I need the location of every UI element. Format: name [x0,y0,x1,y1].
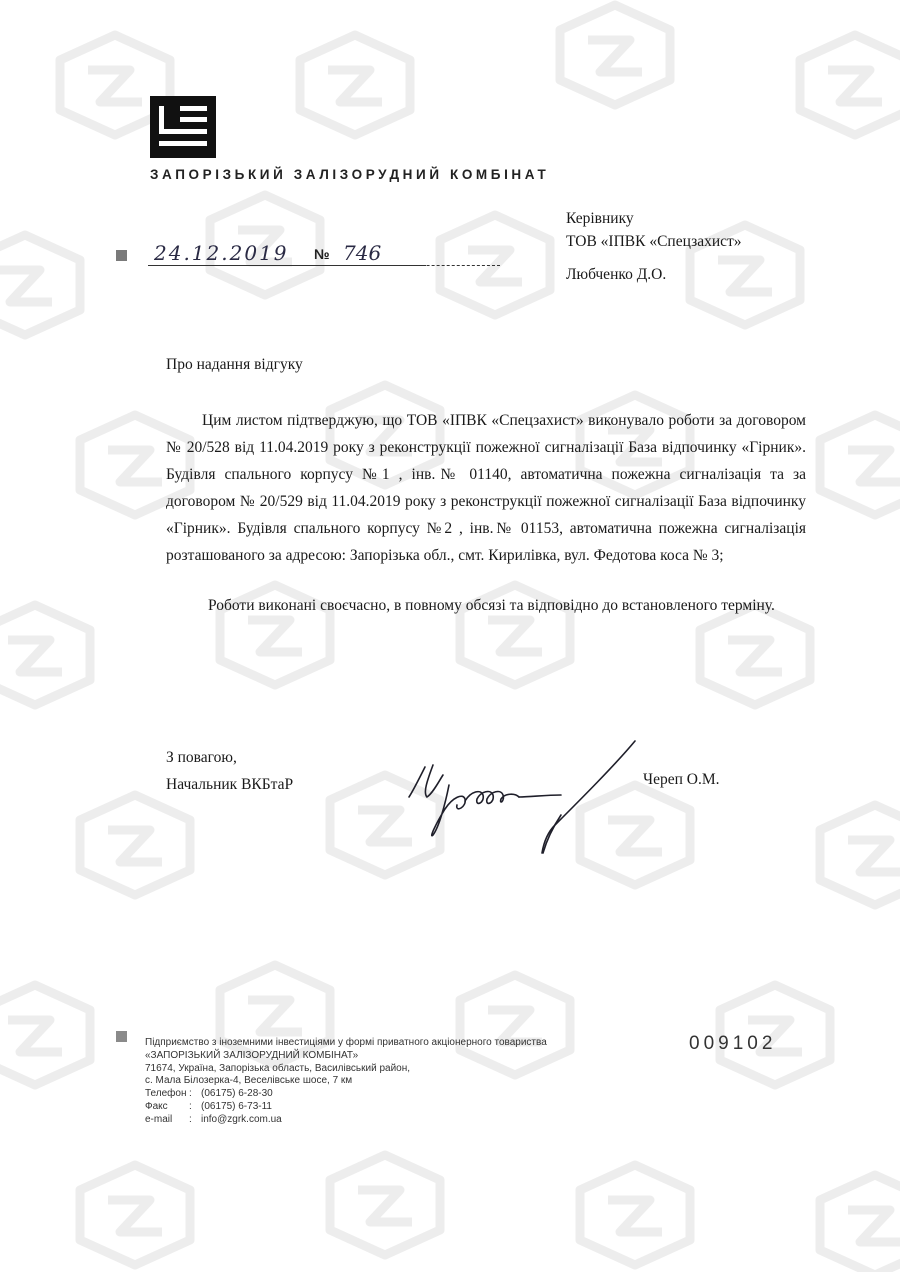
footer-fax: (06175) 6-73-11 [201,1100,272,1112]
registration-date: 24.12.2019 [148,241,426,266]
registration-line [116,241,496,271]
footer-phone: (06175) 6-28-30 [201,1088,273,1100]
footer-email: info@zgrk.com.ua [201,1113,282,1125]
footer-line: 71674, Україна, Запорізька область, Василівський район, [145,1062,411,1074]
company-logo-icon [150,96,216,158]
letter-subject: Про надання відгуку [166,356,303,373]
footer-phone-row: Телефон : (06175) 6-28-30 [145,1088,273,1100]
letter-body [166,407,806,619]
footer-email-row: e-mail : info@zgrk.com.ua [145,1113,282,1125]
addressee-line1: Керівнику [566,210,634,227]
body-paragraph: Роботи виконані своєчасно, в повному обсязі та відповідно до встановленого терміну. [208,597,775,614]
footer-marker [116,1031,127,1042]
footer-email-label: e-mail [145,1113,173,1125]
addressee-name: Любченко Д.О. [566,266,667,283]
footer-line: с. Мала Білозерка-4, Веселівське шосе, 7 км [145,1075,353,1087]
registration-number-label: № [314,246,330,262]
footer-fax-label: Факс [145,1100,168,1112]
signature-icon [405,735,665,860]
closing-regards: З повагою, [166,749,237,766]
company-name: ЗАПОРІЗЬКИЙ ЗАЛІЗОРУДНИЙ КОМБІНАТ [150,167,550,182]
closing-block [166,744,293,798]
registration-number: 746 [331,241,500,266]
footer-fax-row: Факс : (06175) 6-73-11 [145,1100,272,1112]
signer-position: Начальник ВКБтаР [166,776,294,793]
addressee-line2: ТОВ «ІПВК «Спецзахист» [566,233,742,250]
form-number: 009102 [689,1033,777,1054]
signer-name: Череп О.М. [643,771,720,788]
footer-address [145,1037,605,1127]
footer-phone-label: Телефон [145,1088,187,1100]
footer-line: «ЗАПОРІЗЬКИЙ ЗАЛІЗОРУДНИЙ КОМБІНАТ» [145,1049,359,1061]
footer-line: Підприємство з іноземними інвестиціями у формі приватного акціонерного товариства [145,1037,547,1048]
addressee-block [566,207,742,286]
registration-marker [116,250,127,261]
body-paragraph: Цим листом підтверджую, що ТОВ «ІПВК «Спецзахист» виконувало роботи за договором № 20/528 від 11.04.2019 року з реконструкції пожежної сигналізації База відпочинку «Гірник». Будівля спального корпусу №1 , інв.№ 01140, автоматична пожежна сигналізація та за договором № 20/529 від 11.04.2019 року з реконструкції пожежної сигналізації База відпочинку «Гірник». Будівля спального корпусу №2 , інв.№ 01153, автоматична пожежна сигналізація розташованого за адресою: Запорізька обл., смт. Кирилівка, вул. Федотова коса № 3; [166,412,806,564]
